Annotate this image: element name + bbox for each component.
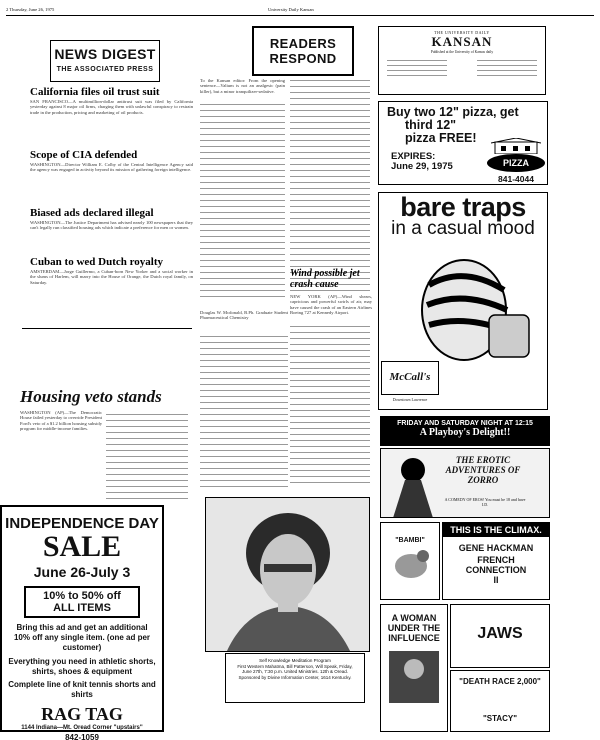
movie-bambi (380, 522, 440, 600)
photo-caption (225, 653, 365, 703)
story-text (30, 269, 193, 325)
ad-phone: 842-1059 (65, 733, 99, 740)
bare-traps-subtitle: in a casual mood (391, 218, 535, 239)
news-digest-banner (50, 40, 160, 82)
movie-zorro (380, 448, 550, 518)
veto-column-1 (20, 410, 102, 502)
pizza-ad (378, 101, 548, 185)
pizza-line-3: pizza FREE! (405, 131, 477, 145)
story-headline: California files oil trust suit (30, 86, 160, 98)
zorro-note: A COMEDY OF EROS! You must be 18 and have I.D. (444, 497, 526, 507)
bare-traps-ad (378, 192, 548, 410)
story-text (30, 99, 193, 149)
zorro-title: THE EROTIC ADVENTURES OF ZORRO (445, 455, 521, 485)
ad-sale: SALE (42, 530, 122, 563)
mccalls-location: Downtown Lawrence (392, 397, 428, 402)
story-lead: WASHINGTON—Director William E. Colby of the Central Intelligence Agency said the agency was engaged in activity beyond its mission of gathering foreign intelligence. (30, 162, 193, 173)
caption-line-3: June 27th, 7:30 p.m. United Ministries. 12th & Oread. (241, 669, 349, 675)
ad-discount: 10% to 50% off (43, 590, 121, 602)
news-digest-title: NEWS DIGEST (54, 46, 156, 62)
ad-discount-2: ALL ITEMS (53, 602, 111, 614)
story-lead: WASHINGTON—The Justice Department has advised nearly 100 newspapers that they can't legally run classified housing ads which indicate a preference for men or women. (30, 220, 193, 231)
french-title: FRENCH CONNECTION II (465, 555, 527, 585)
woman-title: A WOMAN UNDER THE INFLUENCE (387, 613, 441, 643)
hackman-name: GENE HACKMAN (458, 543, 534, 553)
movie-woman-influence (380, 604, 448, 732)
ad-offer: Bring this ad and get an additional 10% off any single item. (one ad per customer) (13, 623, 151, 652)
kansan-name: KANSAN (431, 34, 493, 49)
veto-headline: Housing veto stands (20, 387, 162, 406)
movie-french-connection (442, 522, 550, 600)
divider (22, 328, 192, 329)
veto-lead: WASHINGTON (AP)—The Democratic House failed yesterday to override President Ford's veto of a $1.2 billion housing subsidy program for middle-income families. (20, 410, 102, 431)
kansan-masthead (378, 26, 546, 95)
ad-store: RAG TAG (41, 704, 123, 724)
jet-lead: NEW YORK (AP)—Wind shears, capricious and powerful swirls of air, may have caused the crash of an Eastern Airlines Boeing 727 at Kennedy Airport. (290, 294, 372, 324)
ad-address: 1144 Indiana—Mt. Oread Corner "upstairs" (21, 725, 143, 731)
paper-name: University Daily Kansan (268, 7, 314, 12)
midnight-movie-banner (380, 416, 550, 446)
page-date: 2 Thursday, June 26, 1975 (6, 7, 55, 12)
ad-dates: June 26-July 3 (33, 564, 131, 580)
jaws-title: JAWS (477, 625, 523, 642)
ad-title: INDEPENDENCE DAY (5, 515, 159, 532)
letter-column-1b (200, 310, 288, 490)
pizza-line-2: third 12" (405, 118, 457, 132)
caption-line-2: First Western Mahatma, Bill Patterson, Will Speak, Friday, (237, 663, 353, 669)
pizza-phone: 841-4044 (498, 174, 534, 184)
ad-items: Everything you need in athletic shorts, shirts, shoes & equipment (8, 657, 156, 676)
expires-date: June 29, 1975 (391, 161, 453, 172)
story-headline: Biased ads declared illegal (30, 207, 154, 219)
ad-items-2: Complete line of knit tennis shorts and shirts (8, 680, 156, 699)
mccalls-logo: McCall's (381, 361, 439, 395)
story-headline: Cuban to wed Dutch royalty (30, 256, 164, 268)
ad-discount-box (24, 586, 140, 618)
midnight-line-1: FRIDAY AND SATURDAY NIGHT AT 12:15 (397, 420, 533, 427)
story-headline: Scope of CIA defended (30, 149, 138, 161)
kansan-top: THE UNIVERSITY DAILY (434, 30, 490, 35)
pizza-line-1: Buy two 12" pizza, get (387, 105, 519, 119)
letter-lead: To the Kansan editor: From the opening sentence—Valium is not an analgesic (pain killer), but a minor tranquilizer-sedative. (200, 78, 285, 94)
respond-title: RESPOND (269, 51, 337, 66)
caption-line-4: Sponsored by Divine Information Center, 1614 Kentucky. (238, 674, 352, 680)
story-lead: SAN FRANCISCO—A multimillion-dollar antitrust suit was filed by California yesterday against 8 major oil firms, charging them with unlawful conspiracy to restrain trade in the production, pricing and marketing of oil products. (30, 99, 193, 115)
veto-column-2 (106, 410, 188, 502)
letter-signature: Douglas W. Mcdonald, B.Ph. Graduate Student Pharmaceutical Chemistry (200, 310, 288, 321)
story-lead: AMSTERDAM—Jorge Guillermo, a Cuban-born New Yorker and a social worker in the slums of Harlem, will marry into the House of Orange, the Dutch royal family, on Saturday. (30, 269, 193, 285)
staff-lines (387, 56, 537, 88)
news-digest-subtitle: THE ASSOCIATED PRESS (56, 66, 154, 73)
readers-title: READERS (269, 36, 337, 51)
page-header (6, 4, 594, 16)
story-text (30, 220, 193, 256)
readers-respond-banner (252, 26, 354, 76)
jet-headline: Wind possible jet crash cause (290, 268, 360, 290)
bambi-title: "BAMBI" (395, 537, 425, 544)
midnight-line-2: A Playboy's Delight!! (419, 427, 511, 438)
bare-traps-title: bare traps (400, 192, 526, 222)
kansan-staff: Published at the University of Kansas daily (430, 50, 494, 54)
expires-label: EXPIRES: (391, 151, 436, 162)
pizza-logo: PIZZA (487, 154, 545, 172)
death-race-title: "DEATH RACE 2,000" (459, 677, 541, 686)
sandal-illustration (409, 245, 539, 370)
climax-tagline: THIS IS THE CLIMAX. (443, 523, 549, 537)
pizza-building-icon (491, 138, 541, 154)
movie-jaws (450, 604, 550, 668)
stacy-title: "STACY" (482, 714, 518, 723)
caption-line-1: Self Knowledge Meditation Program (259, 658, 331, 663)
independence-day-ad (0, 505, 164, 740)
letter-lines (200, 102, 285, 302)
pizza-expires (391, 152, 453, 172)
portrait-photo (205, 497, 370, 652)
story-text (30, 162, 193, 206)
movie-death-race (450, 670, 550, 732)
